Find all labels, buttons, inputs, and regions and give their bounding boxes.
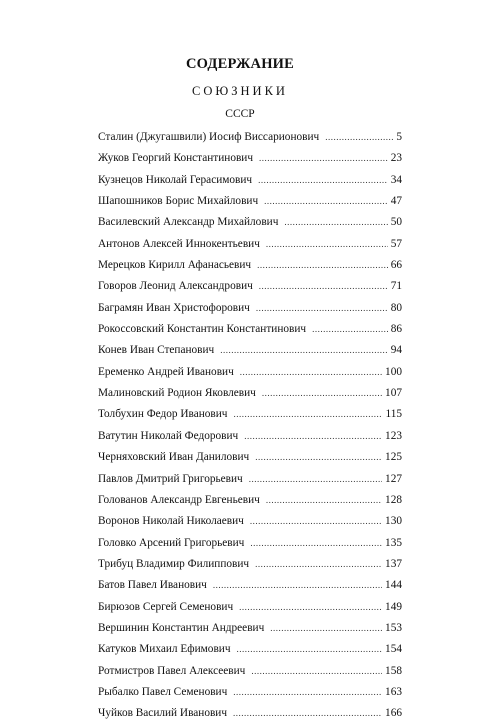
toc-entry xyxy=(98,383,402,404)
toc-leader-dots xyxy=(255,447,382,468)
toc-entry-name: Ватутин Николай Федорович xyxy=(98,429,239,442)
toc-entry xyxy=(98,340,402,361)
toc-entry-page: 5 xyxy=(396,131,402,143)
subsection-heading: СССР xyxy=(225,108,255,120)
toc-leader-dots xyxy=(259,276,388,297)
toc-entry xyxy=(98,703,402,724)
toc-leader-dots xyxy=(239,597,382,618)
toc-entry xyxy=(98,682,402,703)
toc-entry xyxy=(98,426,402,447)
toc-leader-dots xyxy=(250,511,382,532)
toc-leader-dots xyxy=(270,618,382,639)
toc-leader-dots xyxy=(262,383,382,404)
toc-entry-name: Василевский Александр Михайлович xyxy=(98,216,279,229)
toc-entry-name: Павлов Дмитрий Григорьевич xyxy=(98,472,243,485)
toc-entry xyxy=(98,148,402,169)
toc-entry-name: Баграмян Иван Христофорович xyxy=(98,301,250,314)
toc-entry xyxy=(98,554,402,575)
toc-entry-name: Сталин (Джугашвили) Иосиф Виссарионович xyxy=(98,131,320,143)
toc-entry-page: 158 xyxy=(385,664,402,677)
toc-entry-page: 153 xyxy=(385,621,402,634)
toc-entry-name: Еременко Андрей Иванович xyxy=(98,365,234,378)
toc-entry-name: Черняховский Иван Данилович xyxy=(98,451,250,464)
toc-leader-dots xyxy=(233,682,382,703)
toc-leader-dots xyxy=(258,170,388,191)
toc-entry xyxy=(98,511,402,532)
toc-entry-name: Жуков Георгий Константинович xyxy=(98,152,254,165)
toc-entry-name: Бирюзов Сергей Семенович xyxy=(98,600,234,613)
toc-entry-page: 115 xyxy=(385,408,402,421)
toc-leader-dots xyxy=(257,255,388,276)
toc-entry xyxy=(98,618,402,639)
toc-entry xyxy=(98,469,402,490)
toc-entry-page: 149 xyxy=(385,600,402,613)
toc-entry-page: 130 xyxy=(385,515,402,528)
toc-leader-dots xyxy=(264,191,388,212)
toc-entry-name: Толбухин Федор Иванович xyxy=(98,408,228,421)
toc-entry-page: 80 xyxy=(390,301,402,314)
toc-list xyxy=(98,127,402,725)
toc-entry xyxy=(98,127,402,148)
toc-leader-dots xyxy=(266,234,388,255)
toc-entry-name: Рокоссовский Константин Константинович xyxy=(98,323,307,336)
toc-entry-name: Головко Арсений Григорьевич xyxy=(98,536,245,549)
toc-leader-dots xyxy=(220,340,387,361)
toc-entry xyxy=(98,212,402,233)
toc-entry-name: Воронов Николай Николаевич xyxy=(98,515,244,528)
toc-entry-page: 125 xyxy=(385,451,402,464)
toc-entry-name: Рыбалко Павел Семенович xyxy=(98,685,228,698)
page-title: СОДЕРЖАНИЕ xyxy=(185,56,295,72)
toc-leader-dots xyxy=(284,212,387,233)
toc-entry xyxy=(98,404,402,425)
toc-entry-page: 137 xyxy=(385,557,402,570)
toc-entry xyxy=(98,597,402,618)
toc-entry xyxy=(98,276,402,297)
toc-entry-page: 107 xyxy=(385,387,402,400)
section-heading: СОЮЗНИКИ xyxy=(192,84,288,98)
toc-entry-name: Шапошников Борис Михайлович xyxy=(98,195,259,208)
toc-entry-page: 154 xyxy=(385,643,402,656)
toc-entry xyxy=(98,170,402,191)
toc-entry-page: 166 xyxy=(385,707,402,720)
toc-leader-dots xyxy=(249,469,382,490)
toc-entry xyxy=(98,191,402,212)
toc-leader-dots xyxy=(233,703,382,724)
toc-entry xyxy=(98,533,402,554)
toc-entry-name: Катуков Михаил Ефимович xyxy=(98,643,231,656)
toc-entry-name: Трибуц Владимир Филиппович xyxy=(98,557,250,570)
toc-leader-dots xyxy=(234,404,383,425)
toc-entry-page: 86 xyxy=(390,323,402,336)
toc-entry xyxy=(98,298,402,319)
toc-leader-dots xyxy=(325,127,393,148)
toc-entry-name: Вершинин Константин Андреевич xyxy=(98,621,265,634)
toc-entry-page: 123 xyxy=(385,429,402,442)
toc-leader-dots xyxy=(251,661,382,682)
toc-leader-dots xyxy=(312,319,388,340)
toc-entry xyxy=(98,447,402,468)
toc-entry-name: Голованов Александр Евгеньевич xyxy=(98,493,260,506)
toc-entry-page: 100 xyxy=(385,365,402,378)
toc-leader-dots xyxy=(255,554,382,575)
toc-entry-name: Малиновский Родион Яковлевич xyxy=(98,387,256,400)
toc-leader-dots xyxy=(244,426,382,447)
toc-leader-dots xyxy=(266,490,382,511)
toc-entry-name: Говоров Леонид Александрович xyxy=(98,280,253,293)
toc-entry-name: Чуйков Василий Иванович xyxy=(98,707,228,720)
toc-entry xyxy=(98,362,402,383)
toc-entry xyxy=(98,661,402,682)
toc-entry xyxy=(98,575,402,596)
toc-leader-dots xyxy=(240,362,382,383)
toc-leader-dots xyxy=(259,148,388,169)
toc-entry-page: 135 xyxy=(385,536,402,549)
toc-entry-page: 128 xyxy=(385,493,402,506)
toc-entry-page: 57 xyxy=(390,237,402,250)
toc-entry xyxy=(98,490,402,511)
toc-entry-page: 47 xyxy=(390,195,402,208)
toc-entry-name: Кузнецов Николай Герасимович xyxy=(98,173,253,186)
toc-entry-page: 66 xyxy=(390,259,402,272)
toc-entry-page: 50 xyxy=(390,216,402,229)
toc-entry-page: 163 xyxy=(385,685,402,698)
toc-entry-page: 144 xyxy=(385,579,402,592)
toc-leader-dots xyxy=(256,298,388,319)
toc-entry xyxy=(98,319,402,340)
toc-entry-name: Конев Иван Степанович xyxy=(98,344,215,357)
toc-entry-page: 127 xyxy=(385,472,402,485)
toc-entry-page: 94 xyxy=(390,344,402,357)
toc-entry xyxy=(98,234,402,255)
toc-entry-name: Мерецков Кирилл Афанасьевич xyxy=(98,259,252,272)
toc-entry-page: 23 xyxy=(390,152,402,165)
toc-entry xyxy=(98,255,402,276)
toc-leader-dots xyxy=(213,575,382,596)
toc-entry-name: Антонов Алексей Иннокентьевич xyxy=(98,237,260,250)
toc-entry-page: 34 xyxy=(390,173,402,186)
toc-entry-name: Ротмистров Павел Алексеевич xyxy=(98,664,246,677)
toc-entry-name: Батов Павел Иванович xyxy=(98,579,207,592)
toc-entry-page: 71 xyxy=(390,280,402,293)
toc-leader-dots xyxy=(250,533,382,554)
